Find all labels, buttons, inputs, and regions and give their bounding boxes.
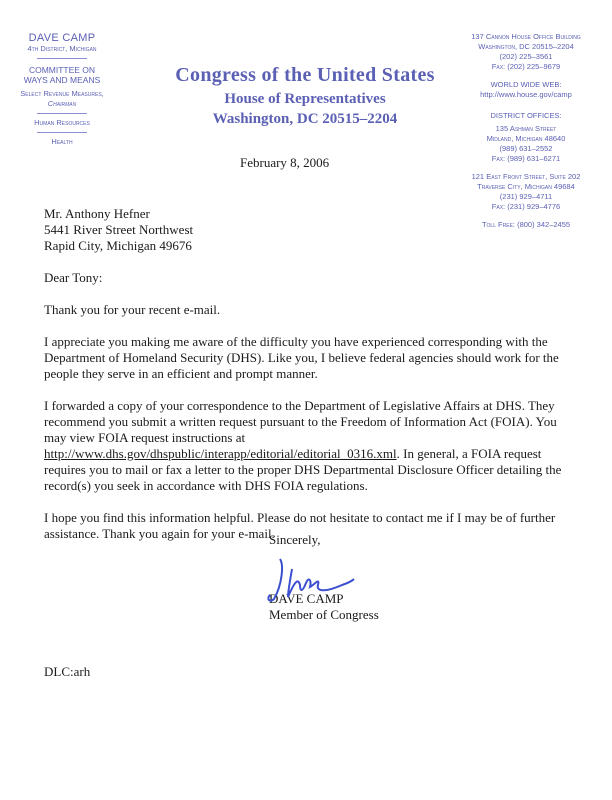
recipient-city: Rapid City, Michigan 49676 xyxy=(44,238,192,253)
salutation: Dear Tony: xyxy=(44,270,103,285)
toll-free: Toll Free: (800) 342–2455 xyxy=(481,219,571,229)
paragraph-3-text: I forwarded a copy of your correspondence to the Department of Legislative Affairs at DHS. They recommend you submit a written request pursuant to the Freedom of Information Act (FOIA). You may view FOIA request instructions at xyxy=(44,398,557,445)
district: 4th District, Michigan xyxy=(27,44,97,53)
signer-name: DAVE CAMP xyxy=(269,591,344,606)
paragraph-3-text-end: . In general, a FOIA request requires you to mail or fax a letter to the proper DHS Departmental Disclosure Officer detailing the record(s) you seek in accordance with DHS FOIA regulations. xyxy=(44,446,562,493)
dc-address-2: Washington, DC 20515–2204 xyxy=(478,42,574,51)
web-label: WORLD WIDE WEB: xyxy=(490,80,562,89)
web-url[interactable]: http://www.house.gov/camp xyxy=(480,89,572,99)
midland-address-2: Midland, Michigan 48640 xyxy=(486,133,566,143)
traverse-phone: (231) 929–4711 xyxy=(499,191,553,201)
recipient-address xyxy=(44,206,564,254)
recipient-name: Mr. Anthony Hefner xyxy=(44,206,150,221)
city-title: Washington, DC 20515–2204 xyxy=(212,111,398,127)
congress-title: Congress of the United States xyxy=(175,64,435,86)
traverse-address-2: Traverse City, Michigan 49684 xyxy=(477,181,575,191)
traverse-fax: Fax: (231) 929–4776 xyxy=(491,201,561,211)
dc-address-1: 137 Cannon House Office Building xyxy=(471,32,581,41)
paragraph-1: Thank you for your recent e-mail. xyxy=(44,302,221,317)
paragraph-4: I hope you find this information helpful. Please do not hesitate to contact me if I may be of further assistance. Thank you again for your e-mail. xyxy=(44,510,556,541)
letter-body xyxy=(44,206,564,558)
district-offices-label: DISTRICT OFFICES: xyxy=(490,111,562,120)
midland-address-1: 135 Ashman Street xyxy=(495,123,557,133)
paragraph-2: I appreciate you making me aware of the difficulty you have experienced corresponding with the Department of Homeland Security (DHS). Like you, I believe federal agencies should work for the people they serve in an efficient and prompt manner. xyxy=(44,334,559,381)
letterhead-center xyxy=(150,64,460,128)
divider xyxy=(37,113,87,114)
foia-link[interactable]: http://www.dhs.gov/dhspublic/interapp/editorial/editorial_0316.xml xyxy=(44,446,397,461)
committee-line-2: WAYS AND MEANS xyxy=(23,75,101,85)
traverse-address-1: 121 East Front Street, Suite 202 xyxy=(471,171,581,181)
signer-title: Member of Congress xyxy=(269,607,379,622)
handwritten-signature xyxy=(262,555,357,605)
member-name: DAVE CAMP xyxy=(28,32,96,44)
subcommittee-3: Health xyxy=(51,137,73,146)
house-title: House of Representatives xyxy=(224,91,386,107)
midland-phone: (989) 631–2552 xyxy=(499,143,553,153)
closing: Sincerely, xyxy=(269,532,321,547)
dc-fax: Fax: (202) 225–9679 xyxy=(491,62,561,71)
letterhead-right xyxy=(446,32,606,230)
midland-fax: Fax: (989) 631–6271 xyxy=(491,153,561,163)
divider xyxy=(37,132,87,133)
committee-line-1: COMMITTEE ON xyxy=(28,65,96,75)
subcommittee-1: Select Revenue Measures, xyxy=(20,89,104,98)
website xyxy=(446,80,606,99)
initials: DLC:arh xyxy=(44,664,91,679)
divider xyxy=(37,58,87,59)
paragraph-3 xyxy=(44,398,564,494)
recipient-street: 5441 River Street Northwest xyxy=(44,222,194,237)
letter-date: February 8, 2006 xyxy=(240,155,330,170)
midland-office xyxy=(446,124,606,164)
subcommittee-2: Human Resources xyxy=(34,118,90,127)
dc-phone: (202) 225–3561 xyxy=(499,52,553,61)
subcommittee-1-role: Chairman xyxy=(47,99,77,108)
letterhead-left xyxy=(0,32,124,147)
dc-office xyxy=(446,32,606,72)
